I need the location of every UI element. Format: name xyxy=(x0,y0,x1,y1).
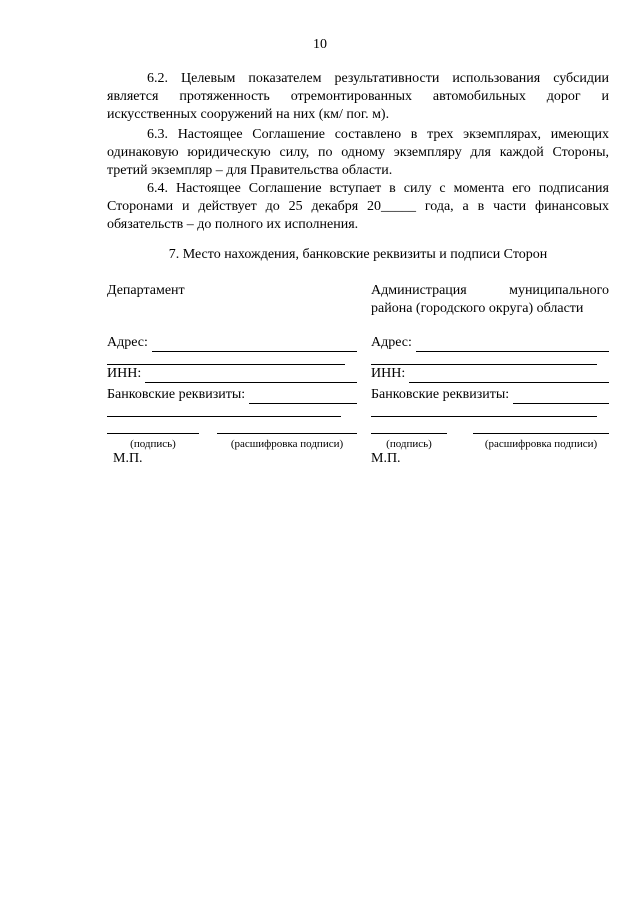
left-address-line-2 xyxy=(107,352,345,365)
left-decoding xyxy=(217,433,357,451)
section-title: 7. Место нахождения, банковские реквизиты и подписи Сторон xyxy=(168,247,548,262)
left-decoding-line xyxy=(217,433,357,435)
left-signature xyxy=(107,433,199,451)
right-address-label: Адрес: xyxy=(371,335,412,350)
right-party-name xyxy=(371,282,609,322)
right-bank-label: Банковские реквизиты: xyxy=(371,387,510,402)
left-party-name: Департамент xyxy=(107,283,185,298)
right-party-name-line1: Администрация муниципального xyxy=(371,283,609,298)
right-signature xyxy=(371,433,447,451)
left-inn-field xyxy=(107,365,357,383)
left-address-label: Адрес: xyxy=(107,335,148,350)
right-inn-field xyxy=(371,365,609,383)
right-bank-line-2 xyxy=(371,404,597,417)
left-inn-label: ИНН: xyxy=(107,366,142,381)
left-inn-line xyxy=(145,369,357,383)
right-inn-label: ИНН: xyxy=(371,366,406,381)
right-address-field xyxy=(371,334,609,352)
right-signature-caption: (подпись) xyxy=(386,438,432,450)
left-party-block xyxy=(107,282,357,467)
paragraph-6-2: 6.2. Целевым показателем результативности использования субсидии является протяженность отремонтированных автомобильных дорог и искусственных сооружений на них (км/ пог. м). xyxy=(107,71,609,122)
left-bank-label: Банковские реквизиты: xyxy=(107,387,246,402)
right-inn-line xyxy=(409,369,609,383)
left-seal: М.П. xyxy=(113,451,143,466)
left-bank-field xyxy=(107,386,357,404)
left-bank-line-2 xyxy=(107,404,341,417)
left-bank-line xyxy=(249,390,357,404)
left-decoding-caption: (расшифровка подписи) xyxy=(230,438,344,450)
left-signature-caption: (подпись) xyxy=(130,438,176,450)
right-decoding-caption: (расшифровка подписи) xyxy=(484,438,598,450)
right-address-line xyxy=(416,338,609,352)
right-party-name-line2: района (городского округа) области xyxy=(371,301,584,316)
left-address-field xyxy=(107,334,357,352)
left-signature-row xyxy=(107,433,357,451)
right-signature-line xyxy=(371,433,447,435)
page-number: 10 xyxy=(313,37,327,52)
paragraph-6-3: 6.3. Настоящее Соглашение составлено в трех экземплярах, имеющих одинаковую юридическую силу, по одному экземпляру для каждой Стороны, третий экземпляр – для Правительства области. xyxy=(107,127,609,178)
right-seal: М.П. xyxy=(371,451,401,466)
right-bank-line xyxy=(513,390,609,404)
right-decoding xyxy=(473,433,609,451)
right-bank-field xyxy=(371,386,609,404)
right-address-line-2 xyxy=(371,352,597,365)
right-party-block xyxy=(371,282,609,467)
right-decoding-line xyxy=(473,433,609,435)
left-address-line xyxy=(152,338,357,352)
paragraph-6-4: 6.4. Настоящее Соглашение вступает в силу с момента его подписания Сторонами и действует до 25 декабря 20_____ года, а в части финансовых обязательств – до полного их исполнения. xyxy=(107,181,609,232)
right-signature-row xyxy=(371,433,609,451)
left-signature-line xyxy=(107,433,199,435)
